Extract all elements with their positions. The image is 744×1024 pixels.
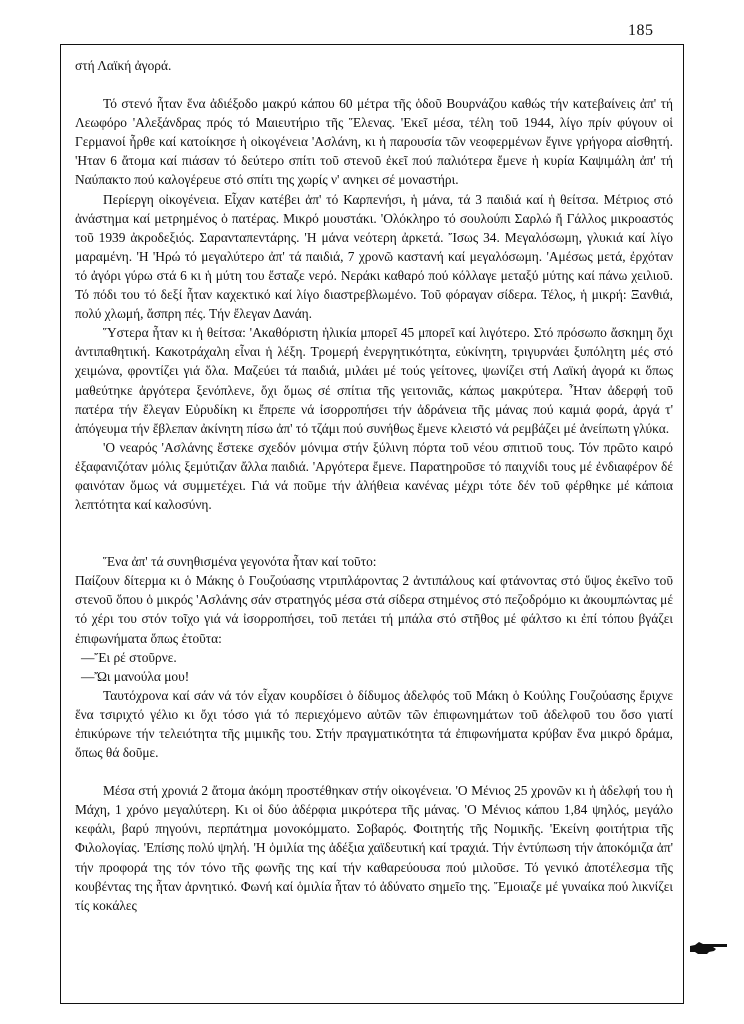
paragraph-6: Ἕνα ἀπ' τά συνηθισμένα γεγονότα ἦταν καί τοῦτο:	[103, 554, 377, 570]
dialogue-line-1: —Ἔι ρέ στοῦρνε.	[81, 649, 177, 665]
paragraph-1: στή Λαϊκή ἀγορά.	[75, 58, 172, 73]
paragraph-2: Τό στενό ἦταν ἕνα ἀδιέξοδο μακρύ κάπου 60 μέτρα τῆς ὁδοῦ Βουρνάζου καθώς τήν κατεβαίνεις ἀπ' τή Λεωφόρο 'Αλεξάνδρας πρός τό Μαιευτήριο τῆς Ἕλενας. 'Εκεῖ μέσα, τέλη τοῦ 1944, λίγο πρίν φύγουν οἱ Γερμανοί ἦρθε καί κατοίκησε ἡ οἰκογένεια 'Ασλάνη, κι ἡ παρουσία τῶν νεοφερμένων ἔγινε γρήγορα αἰσθητή. 'Ηταν 6 ἄτομα καί πιάσαν τό δεύτερο σπίτι τοῦ στενοῦ ἐκεῖ πού παλιότερα ἔμενε ἡ κυρία Καψιμάλη ἀπ' τή Ναύπακτο πού καλογέρευε στό σπίτι της χωρίς ν' ανηκει σέ μοναστήρι.	[75, 96, 673, 188]
paragraph-7: Παίζουν δίτερμα κι ὁ Μάκης ὁ Γουζούασης ντριπλάροντας 2 ἀντιπάλους καί φτάνοντας στό ὕψος ἐκεῖνο τοῦ στενοῦ ὅπου ὁ μικρός 'Ασλάνης σάν στρατηγός μέσα στά σίδερα στημένος στό πεζοδρόμιο κι ἀκουμπώντας μέ τό χέρι του στόν τοῖχο γιά νά ἰσορροπήσει, τοῦ πετάει τή μπάλα στό στῆθος μέ φάλτσο κι ἐπί τόπου βγάζει ἐπιφωνήματα ὅπως ἐτοῦτα:	[75, 573, 673, 646]
paragraph-4: Ὕστερα ἦταν κι ἡ θείτσα: 'Ακαθόριστη ἡλικία μπορεῖ 45 μπορεῖ καί λιγότερο. Στό πρόσωπο ἄσκημη ὄχι ἀντιπαθητική. Κακοτράχαλη εἶναι ἡ λέξη. Τρομερή ἐνεργητικότητα, εὐκίνητη, τριγυρνάει ξυπόλητη μές στό χειμώνα, φροντίζει γιά ὅλα. Μαζεύει τά παιδιά, μιλάει μέ τούς γείτονες, ψωνίζει στή Λαϊκή ἀγορά κι ὅπως μαθεύτηκε ἀργότερα ξενόπλενε, ὄχι ὅμως σέ σπίτια τῆς γειτονιᾶς, κάπως μακρύτερα. Ἦταν ἀδερφή τοῦ πατέρα τήν ἔλεγαν Εὐρυδίκη κι ἔπρεπε νά ἰσορροπήσει τήν ἀδράνεια τῆς μάνας πού καμιά φορά, ἀργά τ' ἀπόγευμα τήν ἔβλεπαν ἀκίνητη πίσω ἀπ' τό τζάμι πού συνήθως ἔμενε κλειστό νά ρεμβάζει μέ ἀνείπωτη γλύκα.	[75, 325, 673, 436]
paragraph-9: Μέσα στή χρονιά 2 ἄτομα ἀκόμη προστέθηκαν στήν οἰκογένεια. 'Ο Μένιος 25 χρονῶν κι ἡ ἀδελφή του ἡ Μάχη, 1 χρόνο μεγαλύτερη. Κι οἱ δύο ἀδέρφια μικρότερα τῆς μάνας. 'Ο Μένιος κάπου 1,84 ψηλός, μεγάλο κεφάλι, βαρύ πηγούνι, περπάτημα μονοκόμματο. Σοβαρός. Φοιτητής τῆς Νομικῆς. 'Εκείνη φοιτήτρια τῆς Φιλολογίας. 'Επίσης πολύ ψηλή. 'Η ὁμιλία της ἀδέξια χαϊδευτική καί τραχιά. Τήν ἐντύπωση τήν ἀποκόμιζα ἀπ' τήν προφορά της τόν τόνο τῆς φωνῆς της καί τήν καθαρεύουσα πού μιλοῦσε. Τό γενικό ἀποτέλεσμα τῆς κουβέντας της ἦταν ἀρνητικό. Φωνή καί ὁμιλία ἦταν τό ἀδύνατο σημεῖο της. Ἔμοιαζε μέ γυναίκα πού λικνίζει τίς κοκάλες	[75, 783, 673, 913]
paragraph-5: 'Ο νεαρός 'Ασλάνης ἔστεκε σχεδόν μόνιμα στήν ξύλινη πόρτα τοῦ νέου σπιτιοῦ τους. Τόν πρῶτο καιρό ἐξαφανιζόταν μόλις ξεμύτιζαν ἄλλα παιδιά. 'Αργότερα ἔμενε. Παρατηροῦσε τό παιχνίδι τους μέ ἐνδιαφέρον δέ φαινόταν ὅμως νά συμμετέχει. Γιά νά ποῦμε τήν ἀλήθεια κανένας μέχρι τότε δέν τοῦ φέρθηκε μέ κάποια λεπτότητα καί καλοσύνη.	[75, 439, 673, 513]
paragraph-3: Περίεργη οἰκογένεια. Εἶχαν κατέβει ἀπ' τό Καρπενήσι, ἡ μάνα, τά 3 παιδιά καί ἡ θείτσα. Μέτριος στό ἀνάστημα καί μετρημένος ὁ πατέρας. Μικρό μουστάκι. 'Ολόκληρο τό σουλούπι Σαρλώ ἤ Γάλλος μικροαστός τοῦ 1939 ἀκροδεξιός. Σαρανταπεντάρης. 'Η μάνα νεότερη ἀρκετά. Ἴσως 34. Μεγαλόσωμη, γλυκιά καί λίγο μαραμένη. 'Η 'Ηρώ τό μεγαλύτερο ἀπ' τά παιδιά, 7 χρονῶ καστανή καί μεγαλόσωμη. 'Αμέσως μετά, ἐρχόταν τό ἀγόρι γύρω στά 6 κι ἡ μύτη του ἔσταζε νερό. Νεράκι καθαρό πού κόλλαγε μεταξύ μύτης καί πάνω χειλιοῦ. Τό πόδι του τό δεξί ἦταν καχεκτικό καί λίγο διαστρεβλωμένο. Τοῦ φόραγαν σίδερα. Τέλος, ἡ μικρή: Ξανθιά, πολύ χλωμή, ἄσπρη πές. Τήν ἔλεγαν Δανάη.	[75, 191, 673, 322]
page-number: 185	[628, 22, 654, 39]
paragraph-8: Ταυτόχρονα καί σάν νά τόν εἶχαν κουρδίσει ὁ δίδυμος ἀδελφός τοῦ Μάκη ὁ Κούλης Γουζούασης ἔριχνε ἕνα τσιριχτό γέλιο κι ὄχι τόσο γιά τό περιεχόμενο αὐτῶν τῶν ἐπιφωνημάτων τοῦ ἀδελφοῦ του ὅσο γιατί ἐπικύρωνε τήν τελειότητα τῆς μιμικῆς του. Στήν πραγματικότητα τά ἐπιφωνήματα κρύβαν ἕνα μικρό δράμα, ὅπως θά δοῦμε.	[75, 687, 673, 761]
dialogue-line-2: —Ὤι μανούλα μου!	[81, 668, 190, 684]
pointing-hand-icon	[689, 937, 729, 957]
body-text	[75, 56, 673, 915]
